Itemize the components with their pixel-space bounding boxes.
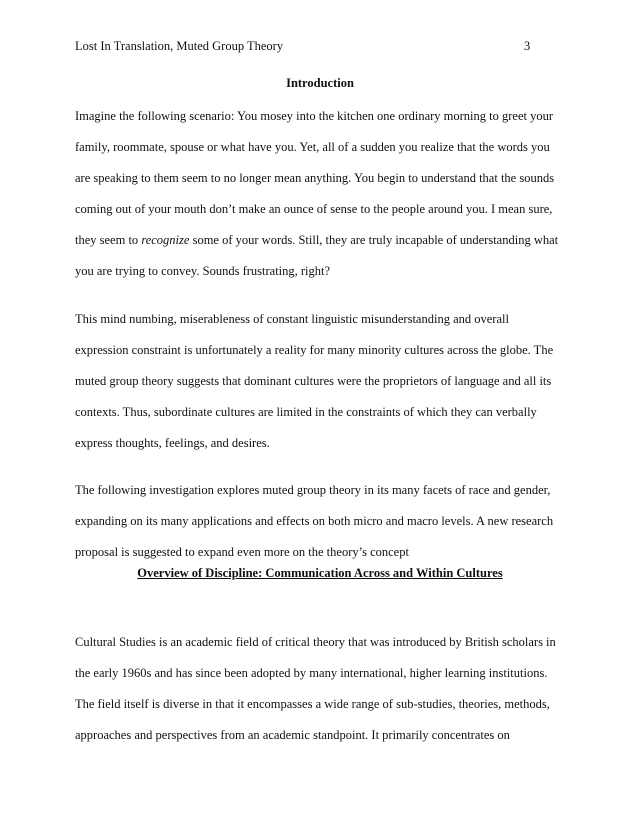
text-line: approaches and perspectives from an academic standpoint. It primarily concentrates on [75,728,510,742]
overview-paragraph-1 [75,634,575,758]
text-fragment: some of your words. Still, they are truly incapable of understanding what [189,233,559,247]
text-line: expanding on its many applications and effects on both micro and macro levels. A new research [75,514,554,528]
emphasized-word: recognize [141,233,190,247]
page-number: 3 [524,39,531,53]
text-line: family, roommate, spouse or what have you. Yet, all of a sudden you realize that the words you [75,140,550,154]
text-line: the early 1960s and has since been adopted by many international, higher learning institutions. [75,666,548,680]
text-line: Cultural Studies is an academic field of critical theory that was introduced by British scholars in [75,635,556,649]
text-line: The following investigation explores muted group theory in its many facets of race and gender, [75,483,551,497]
text-line: contexts. Thus, subordinate cultures are limited in the constraints of which they can verbally [75,405,537,419]
text-line: Imagine the following scenario: You mosey into the kitchen one ordinary morning to greet your [75,109,554,123]
intro-paragraph-1 [75,108,575,294]
text-line: express thoughts, feelings, and desires. [75,436,270,450]
overview-heading: Overview of Discipline: Communication Across and Within Cultures [137,566,503,580]
text-fragment: they seem to [75,233,142,247]
text-line [75,232,575,263]
intro-paragraph-3 [75,482,575,575]
text-line: The field itself is diverse in that it encompasses a wide range of sub-studies, theories, methods, [75,697,550,711]
intro-paragraph-2 [75,311,575,466]
text-line: expression constraint is unfortunately a reality for many minority cultures across the globe. The [75,343,554,357]
running-head: Lost In Translation, Muted Group Theory [75,39,284,53]
introduction-heading: Introduction [286,76,354,90]
text-line: muted group theory suggests that dominant cultures were the proprietors of language and all its [75,374,552,388]
text-line: coming out of your mouth don’t make an ounce of sense to the people around you. I mean sure, [75,202,553,216]
text-line: are speaking to them seem to no longer mean anything. You begin to understand that the sounds [75,171,555,185]
text-line: you are trying to convey. Sounds frustrating, right? [75,264,331,278]
text-line: proposal is suggested to expand even more on the theory’s concept [75,545,409,559]
text-line: This mind numbing, miserableness of constant linguistic misunderstanding and overall [75,312,509,326]
